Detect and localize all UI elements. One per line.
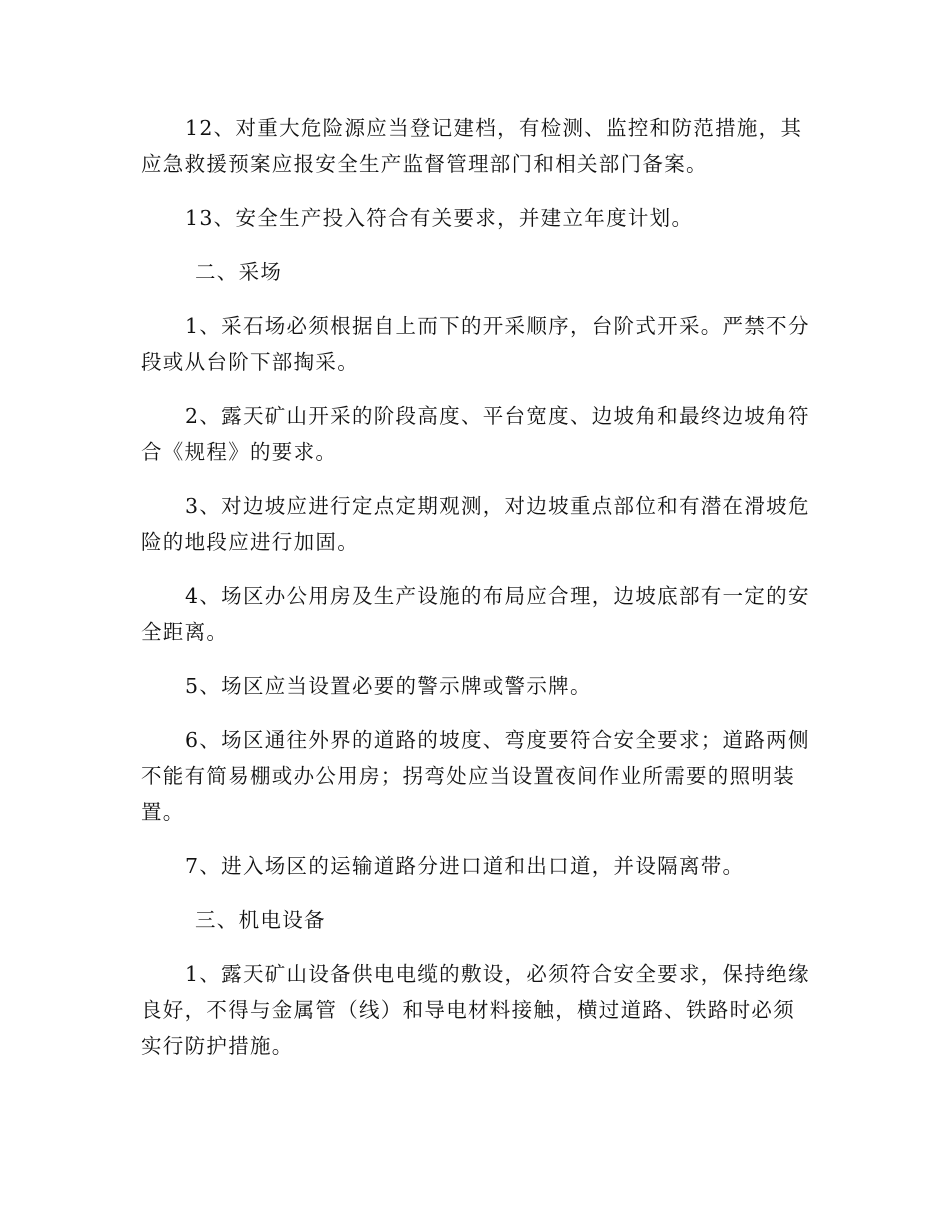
paragraph-quarry-3: 3、对边坡应进行定点定期观测，对边坡重点部位和有潜在滑坡危险的地段应进行加固。: [141, 494, 810, 554]
section-heading-quarry: 二、采场: [195, 260, 283, 284]
paragraph-quarry-1: 1、采石场必须根据自上而下的开采顺序，台阶式开采。严禁不分段或从台阶下部掏采。: [141, 314, 810, 374]
paragraph-equipment-1: 1、露天矿山设备供电电缆的敷设，必须符合安全要求，保持绝缘良好，不得与金属管（线）和导电材料接触，横过道路、铁路时必须实行防护措施。: [141, 962, 810, 1058]
paragraph-quarry-4: 4、场区办公用房及生产设施的布局应合理，边坡底部有一定的安全距离。: [141, 584, 810, 644]
paragraph-quarry-6: 6、场区通往外界的道路的坡度、弯度要符合安全要求；道路两侧不能有简易棚或办公用房；拐弯处应当设置夜间作业所需要的照明装置。: [141, 728, 810, 824]
paragraph-12: 12、对重大危险源应当登记建档，有检测、监控和防范措施，其应急救援预案应报安全生产监督管理部门和相关部门备案。: [141, 116, 803, 176]
section-heading-electromechanical: 三、机电设备: [195, 908, 326, 932]
paragraph-13: 13、安全生产投入符合有关要求，并建立年度计划。: [185, 206, 694, 230]
paragraph-quarry-5: 5、场区应当设置必要的警示牌或警示牌。: [185, 674, 592, 698]
paragraph-quarry-2: 2、露天矿山开采的阶段高度、平台宽度、边坡角和最终边坡角符合《规程》的要求。: [141, 404, 810, 464]
document-body: [141, 110, 811, 1082]
paragraph-quarry-7: 7、进入场区的运输道路分进口道和出口道，并设隔离带。: [185, 854, 745, 878]
